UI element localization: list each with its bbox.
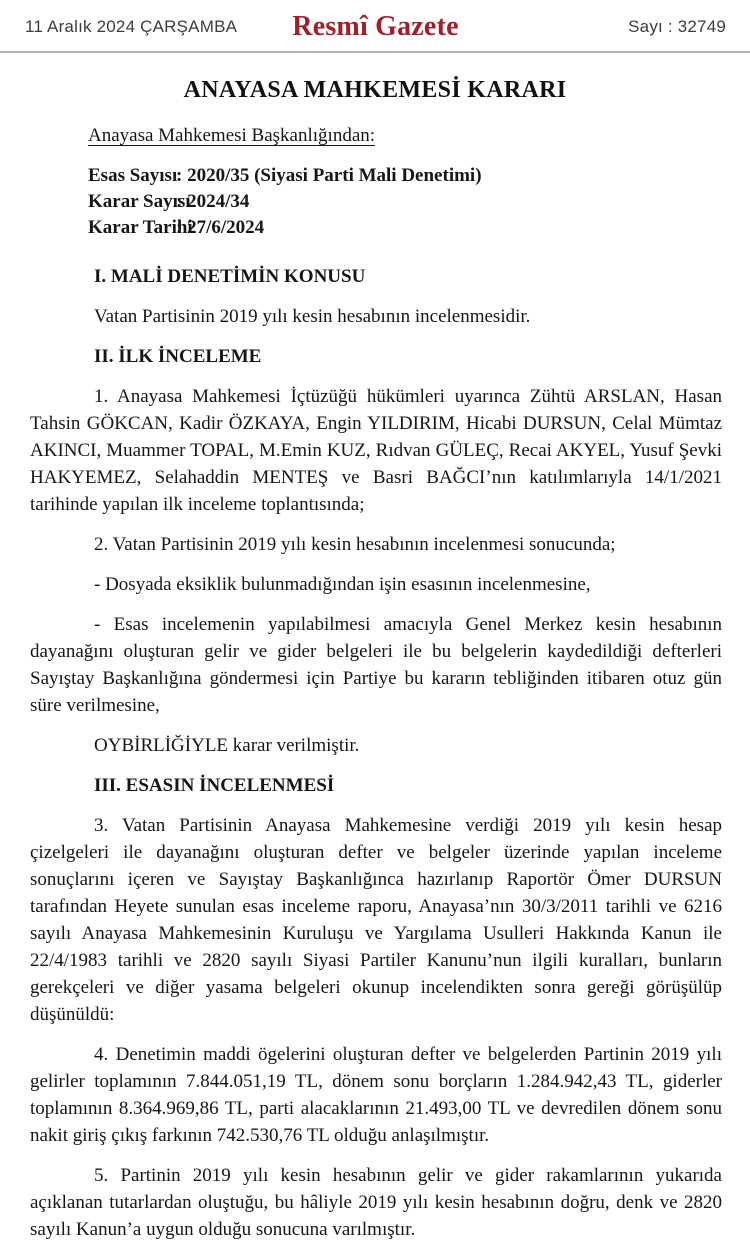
decision-title: ANAYASA MAHKEMESİ KARARI: [183, 77, 567, 103]
document-blocks: [30, 263, 722, 1243]
body-paragraph: - Esas incelemenin yapılabilmesi amacıyla Genel Merkez kesin hesabının dayanağını oluşturan gelir ve gider belgeleri ile bu belgelerin kaydedildiği defterleri Sayıştay Başkanlığına göndermesi için Partiye bu kararın tebliğinden itibaren otuz gün süre verilmesine,: [30, 614, 722, 716]
masthead: [0, 0, 750, 53]
case-row-karar-tarihi: [88, 215, 722, 241]
case-info-block: [88, 163, 722, 241]
gazette-title: Resmî Gazete: [292, 10, 459, 42]
case-row-karar-sayisi: [88, 189, 722, 215]
body-paragraph: 3. Vatan Partisinin Anayasa Mahkemesine verdiği 2019 yılı kesin hesap çizelgeleri ile dayanağını oluşturan defter ve belgeler üzerinde yapılan inceleme sonuçlarını içeren ve Sayıştay Başkanlığınca hazırlanıp Raportör Ömer DURSUN tarafından Heyete sunulan esas inceleme raporu, Anayasa’nın 30/3/2011 tarihli ve 6216 sayılı Anayasa Mahkemesinin Kuruluşu ve Yargılama Usulleri Hakkında Kanun ile 22/4/1983 tarihli ve 2820 sayılı Siyasi Partiler Kanunu’nun ilgili kuralları, bunların gerekçeleri ve diğer yasama belgeleri okunup incelendikten sonra gereği görüşülüp düşünüldü:: [30, 815, 722, 1025]
body-paragraph: Vatan Partisinin 2019 yılı kesin hesabının incelenmesidir.: [94, 306, 531, 327]
case-label: Karar Tarihi: [88, 217, 193, 238]
section-heading: III. ESASIN İNCELENMESİ: [94, 775, 335, 796]
body-paragraph: 2. Vatan Partisinin 2019 yılı kesin hesabının incelenmesi sonucunda;: [94, 534, 616, 555]
section-heading: I. MALİ DENETİMİN KONUSU: [94, 266, 366, 287]
case-row-esas: [88, 163, 722, 189]
case-label: Esas Sayısı: [88, 165, 178, 186]
body-paragraph: 5. Partinin 2019 yılı kesin hesabının gelir ve gider rakamlarının yukarıda açıklanan tutarlardan oluştuğu, bu hâliyle 2019 yılı kesin hesabının doğru, denk ve 2820 sayılı Kanun’a uygun olduğu sonucuna varılmıştır.: [30, 1165, 722, 1240]
body-paragraph: - Dosyada eksiklik bulunmadığından işin esasının incelenmesine,: [94, 574, 591, 595]
issuing-authority-line: Anayasa Mahkemesi Başkanlığından:: [88, 125, 376, 146]
body-paragraph: OYBİRLİĞİYLE karar verilmiştir.: [94, 735, 360, 756]
case-label: Karar Sayısı: [88, 191, 191, 212]
case-value: : 2020/35 (Siyasi Parti Mali Denetimi): [176, 165, 482, 186]
case-value: : 2024/34: [176, 191, 250, 212]
case-value: : 27/6/2024: [176, 217, 265, 238]
body-paragraph: 4. Denetimin maddi ögelerini oluşturan defter ve belgelerden Partinin 2019 yılı gelirler toplamının 7.844.051,19 TL, dönem sonu borçların 1.284.942,43 TL, giderler toplamının 8.364.969,86 TL, parti alacaklarının 21.493,00 TL ve devredilen dönem sonu nakit giriş çıkış farkının 742.530,76 TL olduğu anlaşılmıştır.: [30, 1044, 722, 1146]
issue-date: 11 Aralık 2024 ÇARŞAMBA: [25, 16, 238, 36]
issue-number: Sayı : 32749: [628, 16, 726, 36]
section-heading: II. İLK İNCELEME: [94, 346, 262, 367]
decision-document: [0, 114, 750, 1243]
body-paragraph: 1. Anayasa Mahkemesi İçtüzüğü hükümleri uyarınca Zühtü ARSLAN, Hasan Tahsin GÖKCAN, Kadir ÖZKAYA, Engin YILDIRIM, Hicabi DURSUN, Celal Mümtaz AKINCI, Muammer TOPAL, M.Emin KUZ, Rıdvan GÜLEÇ, Recai AKYEL, Yusuf Şevki HAKYEMEZ, Selahaddin MENTEŞ ve Basri BAĞCI’nın katılımlarıyla 14/1/2021 tarihinde yapılan ilk inceleme toplantısında;: [30, 386, 722, 515]
